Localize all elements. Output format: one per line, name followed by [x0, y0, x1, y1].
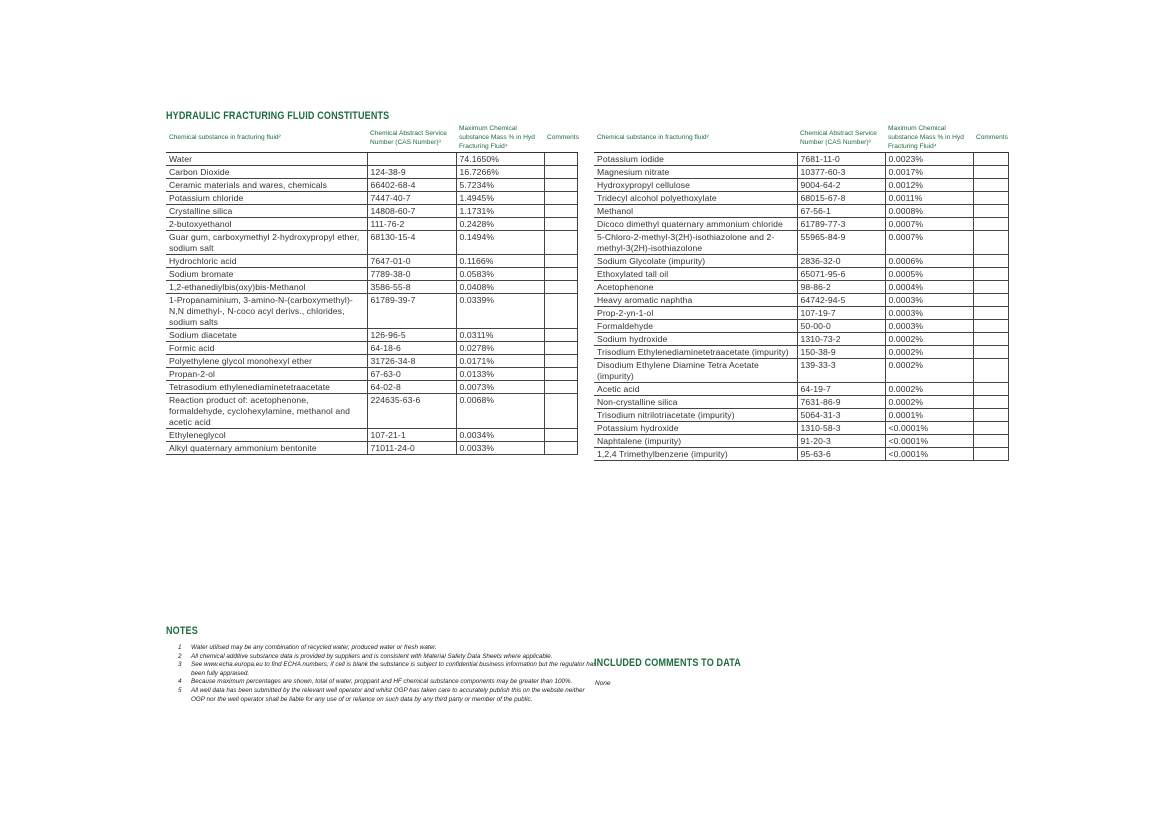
note-text: All chemical additive substance data is provided by suppliers and is consistent with Material Safety Data Sheets where applicable. [191, 652, 553, 660]
chemical-name-cell: Guar gum, carboxymethyl 2-hydroxypropyl ether, sodium salt [166, 231, 367, 255]
table-row [594, 333, 1008, 346]
table-row [594, 346, 1008, 359]
column-header-comments: Comments [973, 124, 1008, 153]
comment-cell [973, 231, 1008, 255]
table-row [166, 268, 577, 281]
cas-number-cell: 64-02-8 [367, 381, 456, 394]
comment-cell [544, 342, 577, 355]
notes-title: NOTES [166, 625, 198, 637]
table-row [594, 435, 1008, 448]
chemical-name-cell: Naphtalene (impurity) [594, 435, 797, 448]
table-row [594, 448, 1008, 461]
max-percent-cell: 0.0008% [885, 205, 973, 218]
cas-number-cell: 124-38-9 [367, 166, 456, 179]
comment-cell [973, 320, 1008, 333]
cas-number-cell: 68130-15-4 [367, 231, 456, 255]
max-percent-cell: 0.0133% [456, 368, 544, 381]
chemical-name-cell: 2-butoxyethanol [166, 218, 367, 231]
max-percent-cell: 0.0002% [885, 333, 973, 346]
table-row [594, 307, 1008, 320]
comment-cell [544, 218, 577, 231]
max-percent-cell: 0.0278% [456, 342, 544, 355]
comment-cell [973, 396, 1008, 409]
max-percent-cell: 0.0004% [885, 281, 973, 294]
column-header-cas: Chemical Abstract Service Number (CAS Number)³ [797, 124, 885, 153]
chemical-name-cell: Ceramic materials and wares, chemicals [166, 179, 367, 192]
table-row [166, 166, 577, 179]
cas-number-cell: 64-19-7 [797, 383, 885, 396]
chemical-name-cell: Potassium iodide [594, 153, 797, 166]
max-percent-cell: 0.0003% [885, 307, 973, 320]
max-percent-cell: 74.1650% [456, 153, 544, 166]
note-text: Because maximum percentages are shown, total of water, proppant and HF chemical substance components may be greater than 100%. [191, 678, 573, 686]
max-percent-cell: <0.0001% [885, 422, 973, 435]
max-percent-cell: 0.0311% [456, 329, 544, 342]
comment-cell [544, 166, 577, 179]
chemical-name-cell: Polyethylene glycol monohexyl ether [166, 355, 367, 368]
cas-number-cell: 3586-55-8 [367, 281, 456, 294]
cas-number-cell: 98-86-2 [797, 281, 885, 294]
comment-cell [973, 218, 1008, 231]
note-number: 5 [178, 686, 182, 694]
max-percent-cell: 0.0002% [885, 383, 973, 396]
chemical-name-cell: Sodium bromate [166, 268, 367, 281]
cas-number-cell: 91-20-3 [797, 435, 885, 448]
table-row [166, 381, 577, 394]
table-row [594, 359, 1008, 383]
max-percent-cell: 0.0339% [456, 294, 544, 329]
max-percent-cell: 16.7266% [456, 166, 544, 179]
comment-cell [544, 442, 577, 455]
max-percent-cell: <0.0001% [885, 435, 973, 448]
max-percent-cell: 0.0011% [885, 192, 973, 205]
chemical-name-cell: 5-Chloro-2-methyl-3(2H)-isothiazolone and 2-methyl-3(2H)-isothiazolone [594, 231, 797, 255]
chemical-name-cell: Non-crystalline silica [594, 396, 797, 409]
cas-number-cell: 61789-77-3 [797, 218, 885, 231]
cas-number-cell: 1310-58-3 [797, 422, 885, 435]
max-percent-cell: 1.4945% [456, 192, 544, 205]
max-percent-cell: 0.0034% [456, 429, 544, 442]
chemical-name-cell: Ethoxylated tall oil [594, 268, 797, 281]
chemical-name-cell: Potassium chloride [166, 192, 367, 205]
comment-cell [544, 294, 577, 329]
chemical-name-cell: Heavy aromatic naphtha [594, 294, 797, 307]
comment-cell [973, 435, 1008, 448]
chemical-name-cell: 1,2,4 Trimethylbenzene (impurity) [594, 448, 797, 461]
cas-number-cell: 67-56-1 [797, 205, 885, 218]
comment-cell [973, 333, 1008, 346]
table-row [594, 231, 1008, 255]
cas-number-cell: 111-76-2 [367, 218, 456, 231]
max-percent-cell: 0.0068% [456, 394, 544, 429]
comment-cell [544, 281, 577, 294]
cas-number-cell: 66402-68-4 [367, 179, 456, 192]
column-header-cas: Chemical Abstract Service Number (CAS Number)³ [367, 124, 456, 153]
chemical-name-cell: Sodium Glycolate (impurity) [594, 255, 797, 268]
chemical-name-cell: Crystalline silica [166, 205, 367, 218]
comment-cell [544, 231, 577, 255]
comment-cell [973, 179, 1008, 192]
cas-number-cell: 7681-11-0 [797, 153, 885, 166]
comment-cell [973, 294, 1008, 307]
comment-cell [973, 192, 1008, 205]
max-percent-cell: 1.1731% [456, 205, 544, 218]
comment-cell [544, 255, 577, 268]
max-percent-cell: 0.0006% [885, 255, 973, 268]
comment-cell [544, 179, 577, 192]
cas-number-cell: 65071-95-6 [797, 268, 885, 281]
column-header-comments: Comments [544, 124, 577, 153]
table-row [166, 153, 577, 166]
comment-cell [973, 166, 1008, 179]
table-header-row [166, 124, 577, 153]
chemical-name-cell: Acetic acid [594, 383, 797, 396]
comment-cell [973, 307, 1008, 320]
note-item [178, 687, 598, 704]
cas-number-cell: 150-38-9 [797, 346, 885, 359]
table-row [594, 281, 1008, 294]
right-constituents-table [594, 124, 1009, 461]
chemical-name-cell: Formaldehyde [594, 320, 797, 333]
chemical-name-cell: Propan-2-ol [166, 368, 367, 381]
max-percent-cell: 0.1166% [456, 255, 544, 268]
cas-number-cell: 139-33-3 [797, 359, 885, 383]
table-row [166, 429, 577, 442]
max-percent-cell: 0.0003% [885, 294, 973, 307]
cas-number-cell: 71011-24-0 [367, 442, 456, 455]
comment-cell [544, 268, 577, 281]
table-row [594, 205, 1008, 218]
table-row [166, 342, 577, 355]
comment-cell [544, 368, 577, 381]
cas-number-cell: 31726-34-8 [367, 355, 456, 368]
max-percent-cell: 0.0005% [885, 268, 973, 281]
table-row [166, 329, 577, 342]
comment-cell [544, 394, 577, 429]
column-header-max-percent: Maximum Chemical substance Mass % in Hyd Fracturing Fluid⁴ [456, 124, 544, 153]
table-row [166, 294, 577, 329]
max-percent-cell: 0.0003% [885, 320, 973, 333]
table-row [594, 192, 1008, 205]
note-item [178, 678, 598, 687]
cas-number-cell: 224635-63-6 [367, 394, 456, 429]
comment-cell [544, 429, 577, 442]
chemical-name-cell: Sodium diacetate [166, 329, 367, 342]
note-item [178, 661, 598, 678]
cas-number-cell: 64742-94-5 [797, 294, 885, 307]
table-row [594, 255, 1008, 268]
note-number: 3 [178, 661, 182, 669]
cas-number-cell: 2836-32-0 [797, 255, 885, 268]
table-row [594, 166, 1008, 179]
chemical-name-cell: Hydrochloric acid [166, 255, 367, 268]
chemical-name-cell: 1,2-ethanediylbis(oxy)bis-Methanol [166, 281, 367, 294]
chemical-name-cell: Prop-2-yn-1-ol [594, 307, 797, 320]
page-title: HYDRAULIC FRACTURING FLUID CONSTITUENTS [166, 110, 390, 122]
max-percent-cell: 0.0171% [456, 355, 544, 368]
max-percent-cell: 0.0002% [885, 359, 973, 383]
note-text: Water utilised may be any combination of recycled water, produced water or fresh water. [191, 644, 437, 651]
cas-number-cell: 95-63-6 [797, 448, 885, 461]
chemical-name-cell: Tetrasodium ethylenediaminetetraacetate [166, 381, 367, 394]
table-row [166, 281, 577, 294]
table-row [166, 368, 577, 381]
comment-cell [544, 355, 577, 368]
comment-cell [973, 255, 1008, 268]
comment-cell [973, 346, 1008, 359]
cas-number-cell [367, 153, 456, 166]
chemical-name-cell: Alkyl quaternary ammonium bentonite [166, 442, 367, 455]
max-percent-cell: 0.0408% [456, 281, 544, 294]
left-constituents-table [166, 124, 578, 455]
included-comments-text: None [595, 680, 611, 687]
chemical-name-cell: Formic acid [166, 342, 367, 355]
included-comments-title: INCLUDED COMMENTS TO DATA [594, 657, 741, 669]
table-row [594, 396, 1008, 409]
comment-cell [544, 205, 577, 218]
notes-list [178, 644, 598, 704]
max-percent-cell: 0.0017% [885, 166, 973, 179]
chemical-name-cell: Tridecyl alcohol polyethoxylate [594, 192, 797, 205]
note-item [178, 644, 598, 653]
max-percent-cell: 0.0002% [885, 396, 973, 409]
table-row [594, 294, 1008, 307]
comment-cell [973, 383, 1008, 396]
table-row [166, 255, 577, 268]
comment-cell [973, 359, 1008, 383]
note-number: 2 [178, 652, 182, 660]
table-row [166, 179, 577, 192]
max-percent-cell: 0.1494% [456, 231, 544, 255]
table-row [166, 394, 577, 429]
comment-cell [544, 192, 577, 205]
cas-number-cell: 50-00-0 [797, 320, 885, 333]
cas-number-cell: 126-96-5 [367, 329, 456, 342]
column-header-chemical: Chemical substance in fracturing fluid² [594, 124, 797, 153]
chemical-name-cell: Sodium hydroxide [594, 333, 797, 346]
table-row [594, 153, 1008, 166]
table-row [594, 409, 1008, 422]
chemical-name-cell: Acetophenone [594, 281, 797, 294]
max-percent-cell: 0.0023% [885, 153, 973, 166]
column-header-max-percent: Maximum Chemical substance Mass % in Hyd Fracturing Fluid⁴ [885, 124, 973, 153]
cas-number-cell: 7447-40-7 [367, 192, 456, 205]
table-row [166, 442, 577, 455]
comment-cell [973, 409, 1008, 422]
comment-cell [973, 153, 1008, 166]
max-percent-cell: 0.0007% [885, 231, 973, 255]
comment-cell [973, 205, 1008, 218]
table-row [594, 383, 1008, 396]
chemical-name-cell: Carbon Dioxide [166, 166, 367, 179]
comment-cell [544, 153, 577, 166]
note-text: See www.echa.europa.eu to find ECHA numbers; if cell is blank the substance is subject to confidential business information but the regulator has been fully appraised. [191, 661, 597, 677]
table-row [594, 320, 1008, 333]
comment-cell [973, 281, 1008, 294]
cas-number-cell: 107-19-7 [797, 307, 885, 320]
note-number: 4 [178, 678, 182, 686]
cas-number-cell: 55965-84-9 [797, 231, 885, 255]
max-percent-cell: 0.0583% [456, 268, 544, 281]
comment-cell [544, 329, 577, 342]
max-percent-cell: 0.2428% [456, 218, 544, 231]
cas-number-cell: 67-63-0 [367, 368, 456, 381]
chemical-name-cell: Dicoco dimethyl quaternary ammonium chloride [594, 218, 797, 231]
table-row [166, 205, 577, 218]
table-row [166, 192, 577, 205]
max-percent-cell: 0.0033% [456, 442, 544, 455]
cas-number-cell: 10377-60-3 [797, 166, 885, 179]
max-percent-cell: 0.0001% [885, 409, 973, 422]
table-row [166, 231, 577, 255]
cas-number-cell: 14808-60-7 [367, 205, 456, 218]
note-number: 1 [178, 644, 182, 651]
comment-cell [973, 422, 1008, 435]
table-row [166, 355, 577, 368]
max-percent-cell: 5.7234% [456, 179, 544, 192]
chemical-name-cell: Methanol [594, 205, 797, 218]
comment-cell [973, 448, 1008, 461]
max-percent-cell: <0.0001% [885, 448, 973, 461]
chemical-name-cell: Trisodium Ethylenediaminetetraacetate (impurity) [594, 346, 797, 359]
chemical-name-cell: Hydroxypropyl cellulose [594, 179, 797, 192]
table-row [594, 179, 1008, 192]
cas-number-cell: 68015-67-8 [797, 192, 885, 205]
cas-number-cell: 7631-86-9 [797, 396, 885, 409]
chemical-name-cell: Trisodium nitrilotriacetate (impurity) [594, 409, 797, 422]
max-percent-cell: 0.0007% [885, 218, 973, 231]
table-row [166, 218, 577, 231]
chemical-name-cell: Reaction product of: acetophenone, formaldehyde, cyclohexylamine, methanol and acetic acid [166, 394, 367, 429]
chemical-name-cell: Ethyleneglycol [166, 429, 367, 442]
cas-number-cell: 9004-64-2 [797, 179, 885, 192]
comment-cell [973, 268, 1008, 281]
table-row [594, 218, 1008, 231]
note-item [178, 653, 598, 662]
cas-number-cell: 61789-39-7 [367, 294, 456, 329]
max-percent-cell: 0.0012% [885, 179, 973, 192]
cas-number-cell: 7647-01-0 [367, 255, 456, 268]
max-percent-cell: 0.0002% [885, 346, 973, 359]
cas-number-cell: 64-18-6 [367, 342, 456, 355]
cas-number-cell: 7789-38-0 [367, 268, 456, 281]
chemical-name-cell: Potassium hydroxide [594, 422, 797, 435]
max-percent-cell: 0.0073% [456, 381, 544, 394]
cas-number-cell: 107-21-1 [367, 429, 456, 442]
table-row [594, 422, 1008, 435]
note-text: All well data has been submitted by the relevant well operator and whilst OGP has taken care to accurately publish this on the website neither OGP nor the well operator shall be liable for any use of or reliance on such data by any third party or member of the public. [191, 686, 585, 703]
table-header-row [594, 124, 1008, 153]
table-row [594, 268, 1008, 281]
chemical-name-cell: Magnesium nitrate [594, 166, 797, 179]
cas-number-cell: 5064-31-3 [797, 409, 885, 422]
chemical-name-cell: Disodium Ethylene Diamine Tetra Acetate (impurity) [594, 359, 797, 383]
column-header-chemical: Chemical substance in fracturing fluid² [166, 124, 367, 153]
chemical-name-cell: 1-Propanaminium, 3-amino-N-(carboxymethyl)-N,N dimethyl-, N-coco acyl derivs., chlorides, sodium salts [166, 294, 367, 329]
chemical-name-cell: Water [166, 153, 367, 166]
cas-number-cell: 1310-73-2 [797, 333, 885, 346]
comment-cell [544, 381, 577, 394]
